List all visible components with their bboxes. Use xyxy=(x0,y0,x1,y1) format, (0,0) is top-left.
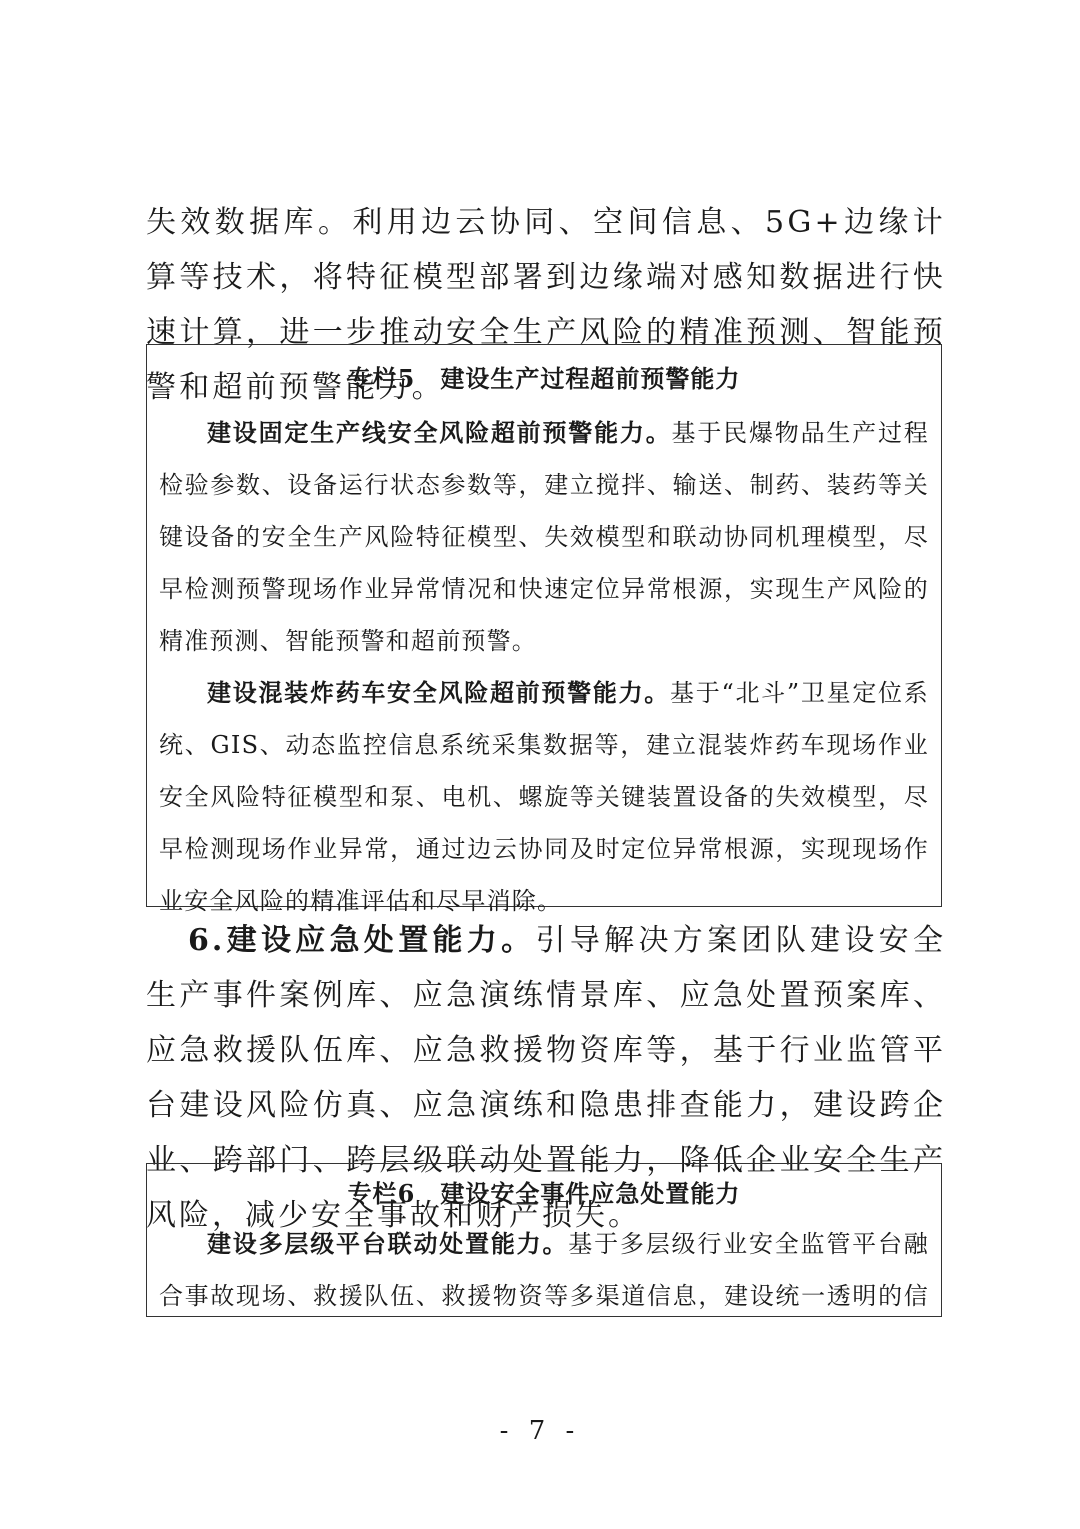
feature-box-6 xyxy=(146,1163,942,1317)
box-6-paragraph-1-lead: 建设多层级平台联动处置能力。 xyxy=(207,1229,569,1258)
feature-box-5 xyxy=(146,344,942,915)
box-6-paragraph-1 xyxy=(159,1218,929,1322)
box-5-paragraph-2-lead: 建设混装炸药车安全风险超前预警能力。 xyxy=(207,678,671,707)
section-6-text: 引导解决方案团队建设安全生产事件案例库、应急演练情景库、应急处置预案库、应急救援队伍库、应急救援物资库等，基于行业监管平台建设风险仿真、应急演练和隐患排查能力，建设跨企业、跨部门、跨层级联动处置能力，降低企业安全生产风险，减少安全事故和财产损失。 xyxy=(146,923,946,1233)
box-6-title: 专栏6 建设安全事件应急处置能力 xyxy=(347,1179,741,1208)
intro-paragraph-text: 失效数据库。利用边云协同、空间信息、5G+边缘计算等技术，将特征模型部署到边缘端对感知数据进行快速计算，进一步推动安全生产风险的精准预测、智能预警和超前预警能力。 xyxy=(146,205,946,405)
box-6-paragraph-1-text: 基于多层级行业安全监管平台融合事故现场、救援队伍、救援物资等多渠道信息，建设统一透明的信 xyxy=(159,1230,929,1310)
box-5-title: 专栏5 建设生产过程超前预警能力 xyxy=(347,364,741,393)
page-number: - 7 - xyxy=(499,1416,581,1446)
box-5-paragraph-1 xyxy=(159,407,929,667)
box-5-paragraph-2-text: 基于“北斗”卫星定位系统、GIS、动态监控信息系统采集数据等，建立混装炸药车现场作业安全风险特征模型和泵、电机、螺旋等关键装置设备的失效模型，尽早检测现场作业异常，通过边云协同及时定位异常根源，实现现场作业安全风险的精准评估和尽早消除。 xyxy=(159,679,929,915)
section-6-heading: 6.建设应急处置能力。 xyxy=(188,923,536,958)
box-5-paragraph-2 xyxy=(159,667,929,927)
box-5-paragraph-1-text: 基于民爆物品生产过程检验参数、设备运行状态参数等，建立搅拌、输送、制药、装药等关键设备的安全生产风险特征模型、失效模型和联动协同机理模型，尽早检测预警现场作业异常情况和快速定位异常根源，实现生产风险的精准预测、智能预警和超前预警。 xyxy=(159,419,929,655)
box-5-paragraph-1-lead: 建设固定生产线安全风险超前预警能力。 xyxy=(207,418,672,447)
